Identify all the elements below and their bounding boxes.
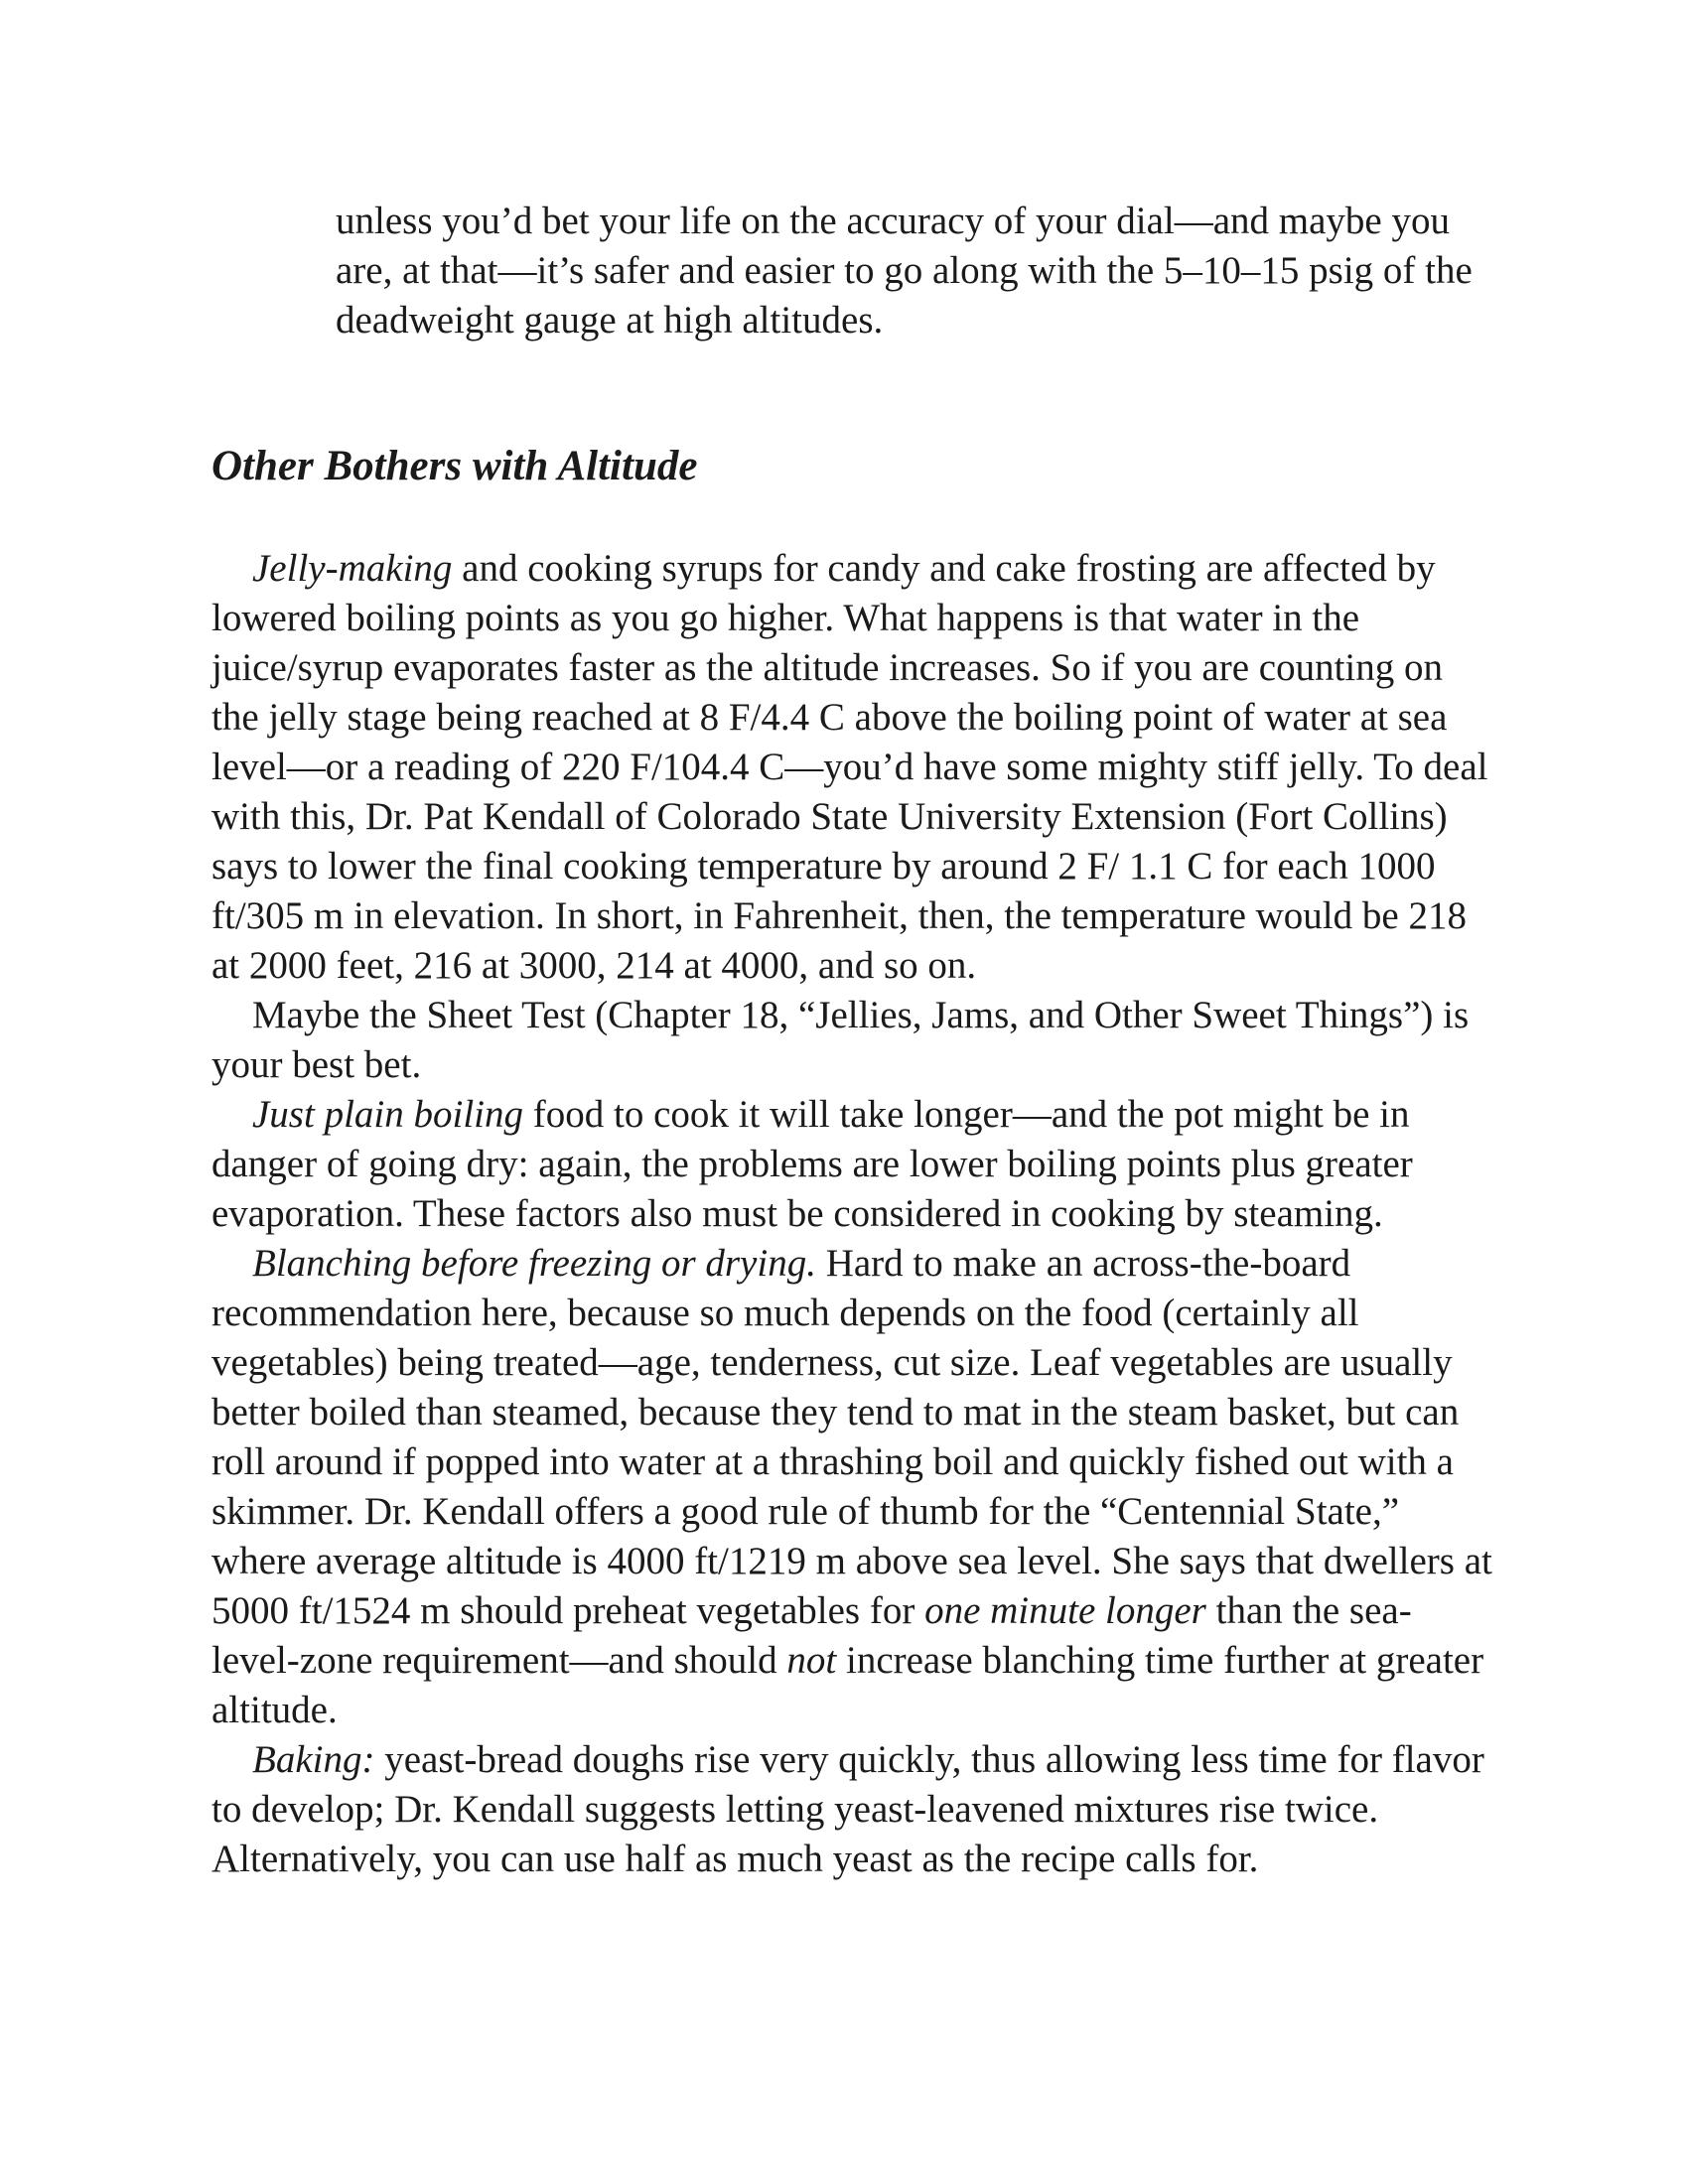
paragraph-text: yeast-bread doughs rise very quickly, thus allowing less time for flavor to develop; Dr. Kendall suggests letting yeast-leavened mixtures rise twice. Alternatively, you can use half as much yeast as the recipe calls for.: [211, 1738, 1484, 1880]
paragraph-lead-term: Blanching before freezing or drying.: [252, 1242, 816, 1285]
paragraph-lead-term: Just plain boiling: [252, 1093, 523, 1136]
section-heading: Other Bothers with Altitude: [211, 443, 698, 489]
paragraph-baking: [211, 1735, 1492, 1884]
intro-paragraph: unless you’d bet your life on the accuracy of your dial—and maybe you are, at that—it’s safer and easier to go along with the 5–10–15 psig of the deadweight gauge at high altitudes.: [336, 200, 1473, 341]
paragraph-sheet-test: [211, 991, 1492, 1090]
paragraph-lead-term: Baking:: [252, 1738, 375, 1781]
paragraph-jelly-making: [211, 544, 1492, 991]
emphasis-text: not: [786, 1639, 837, 1682]
paragraph-text: Hard to make an across-the-board recommendation here, because so much depends on the food (certainly all vegetables) being treated—age, tenderness, cut size. Leaf vegetables are usually better boiled than steamed, because they tend to mat in the steam basket, but can roll around if popped into water at a thrashing boil and quickly fished out with a skimmer. Dr. Kendall offers a good rule of thumb for the “Centennial State,” where average altitude is 4000 ft/1219 m above sea level. She says that dwellers at 5000 ft/1524 m should preheat vegetables for: [211, 1242, 1492, 1632]
paragraph-lead-term: Jelly-making: [252, 547, 453, 590]
paragraph-text: than the sea-level-zone requirement—and should: [211, 1589, 1412, 1682]
paragraph-text: food to cook it will take longer—and the pot might be in danger of going dry: again, the problems are lower boiling points plus greater evaporation. These factors also must be considered in cooking by steaming.: [211, 1093, 1413, 1235]
paragraph-blanching: [211, 1239, 1492, 1735]
paragraph-text: and cooking syrups for candy and cake frosting are affected by lowered boiling points as you go higher. What happens is that water in the juice/syrup evaporates faster as the altitude increases. So if you are counting on the jelly stage being reached at 8 F/4.4 C above the boiling point of water at sea level—or a reading of 220 F/104.4 C—you’d have some mighty stiff jelly. To deal with this, Dr. Pat Kendall of Colorado State University Extension (Fort Collins) says to lower the final cooking temperature by around 2 F/ 1.1 C for each 1000 ft/305 m in elevation. In short, in Fahrenheit, then, the temperature would be 218 at 2000 feet, 216 at 3000, 214 at 4000, and so on.: [211, 547, 1488, 987]
paragraph-text: increase blanching time further at greater altitude.: [211, 1639, 1484, 1731]
paragraph-boiling: [211, 1090, 1492, 1239]
section-body: [211, 544, 1492, 1884]
emphasis-text: one minute longer: [924, 1589, 1206, 1632]
paragraph-text: Maybe the Sheet Test (Chapter 18, “Jellies, Jams, and Other Sweet Things”) is your best bet.: [211, 994, 1470, 1086]
